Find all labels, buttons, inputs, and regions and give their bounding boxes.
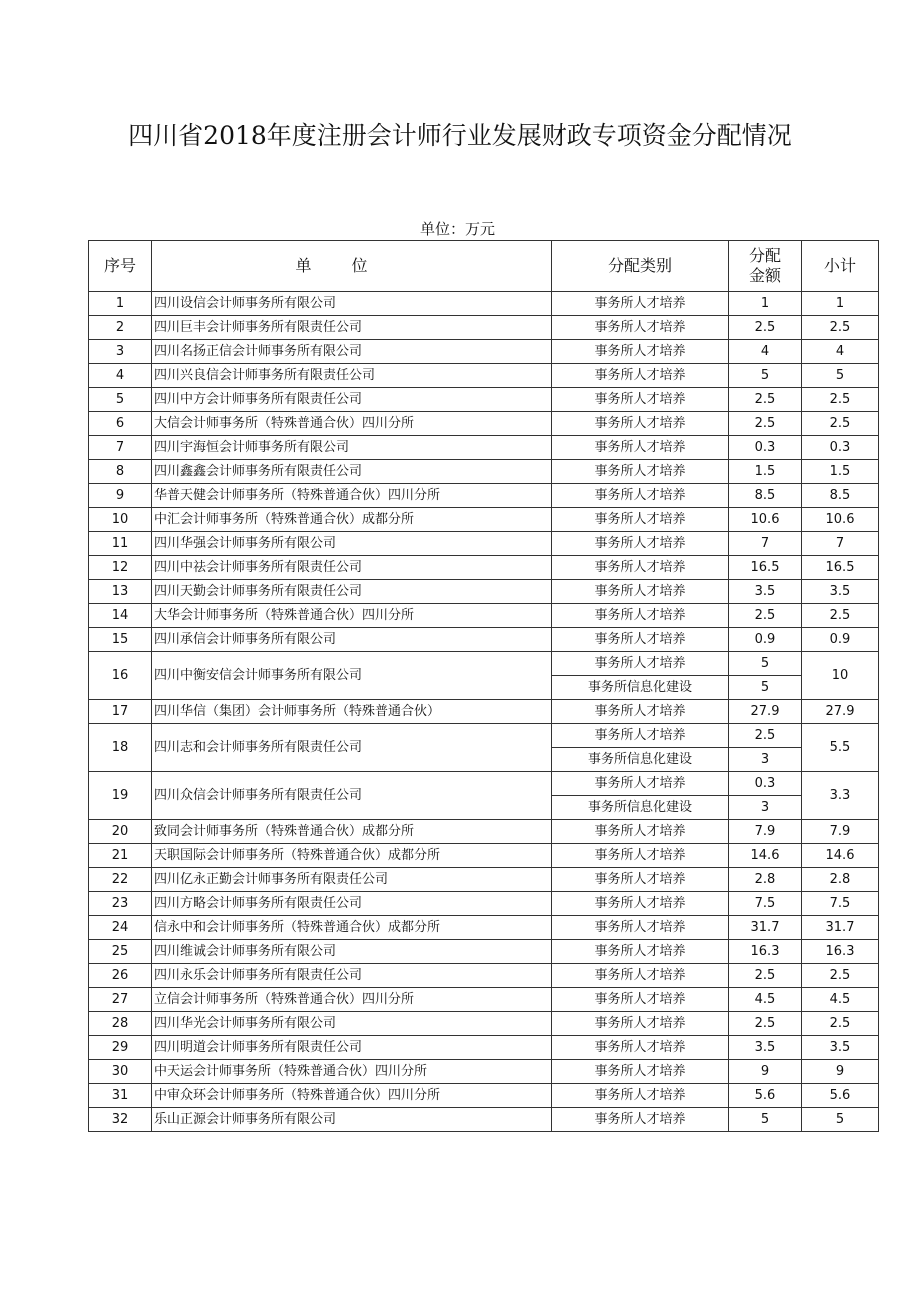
firm-name: 大信会计师事务所（特殊普通合伙）四川分所 [152, 412, 552, 436]
allocation-amount: 3 [729, 748, 802, 772]
row-number: 14 [89, 604, 152, 628]
allocation-category: 事务所人才培养 [552, 436, 729, 460]
firm-name: 四川中方会计师事务所有限责任公司 [152, 388, 552, 412]
allocation-category: 事务所人才培养 [552, 1084, 729, 1108]
table-row [89, 652, 879, 676]
allocation-amount: 2.5 [729, 316, 802, 340]
allocation-amount: 0.3 [729, 772, 802, 796]
header-amount-line1: 分配 [748, 246, 781, 265]
allocation-category: 事务所人才培养 [552, 700, 729, 724]
allocation-amount: 16.5 [729, 556, 802, 580]
allocation-category: 事务所人才培养 [552, 892, 729, 916]
allocation-amount: 2.5 [729, 604, 802, 628]
row-number: 27 [89, 988, 152, 1012]
table-row [89, 844, 879, 868]
row-number: 2 [89, 316, 152, 340]
row-number: 18 [89, 724, 152, 772]
header-no: 序号 [89, 241, 152, 292]
allocation-category: 事务所人才培养 [552, 868, 729, 892]
firm-name: 中汇会计师事务所（特殊普通合伙）成都分所 [152, 508, 552, 532]
allocation-amount: 5 [729, 1108, 802, 1132]
row-subtotal: 3.5 [802, 1036, 879, 1060]
firm-name: 四川宇海恒会计师事务所有限公司 [152, 436, 552, 460]
row-number: 31 [89, 1084, 152, 1108]
firm-name: 四川永乐会计师事务所有限责任公司 [152, 964, 552, 988]
row-subtotal: 2.5 [802, 388, 879, 412]
allocation-category: 事务所人才培养 [552, 460, 729, 484]
table-row [89, 724, 879, 748]
allocation-amount: 2.5 [729, 412, 802, 436]
row-subtotal: 3.5 [802, 580, 879, 604]
allocation-amount: 1.5 [729, 460, 802, 484]
allocation-category: 事务所人才培养 [552, 724, 729, 748]
row-subtotal: 5 [802, 364, 879, 388]
table-row [89, 508, 879, 532]
firm-name: 四川华光会计师事务所有限公司 [152, 1012, 552, 1036]
allocation-category: 事务所人才培养 [552, 532, 729, 556]
row-subtotal: 1 [802, 292, 879, 316]
row-number: 5 [89, 388, 152, 412]
table-row [89, 364, 879, 388]
row-number: 9 [89, 484, 152, 508]
allocation-amount: 16.3 [729, 940, 802, 964]
firm-name: 四川巨丰会计师事务所有限责任公司 [152, 316, 552, 340]
row-number: 26 [89, 964, 152, 988]
allocation-category: 事务所人才培养 [552, 772, 729, 796]
row-number: 25 [89, 940, 152, 964]
firm-name: 四川兴良信会计师事务所有限责任公司 [152, 364, 552, 388]
row-number: 30 [89, 1060, 152, 1084]
row-number: 28 [89, 1012, 152, 1036]
allocation-category: 事务所人才培养 [552, 820, 729, 844]
table-row [89, 628, 879, 652]
allocation-amount: 10.6 [729, 508, 802, 532]
allocation-amount: 3.5 [729, 1036, 802, 1060]
allocation-category: 事务所人才培养 [552, 652, 729, 676]
row-subtotal: 5.5 [802, 724, 879, 772]
table-row [89, 316, 879, 340]
table-row [89, 1012, 879, 1036]
table-row [89, 892, 879, 916]
row-subtotal: 10.6 [802, 508, 879, 532]
row-subtotal: 2.5 [802, 316, 879, 340]
table-row [89, 580, 879, 604]
row-subtotal: 7 [802, 532, 879, 556]
header-unit: 单位 [152, 241, 552, 292]
allocation-amount: 5.6 [729, 1084, 802, 1108]
firm-name: 四川华强会计师事务所有限公司 [152, 532, 552, 556]
page-title: 四川省2018年度注册会计师行业发展财政专项资金分配情况 [128, 121, 792, 150]
row-subtotal: 31.7 [802, 916, 879, 940]
row-number: 3 [89, 340, 152, 364]
allocation-category: 事务所人才培养 [552, 1036, 729, 1060]
row-subtotal: 2.5 [802, 604, 879, 628]
firm-name: 天职国际会计师事务所（特殊普通合伙）成都分所 [152, 844, 552, 868]
allocation-category: 事务所人才培养 [552, 844, 729, 868]
row-number: 19 [89, 772, 152, 820]
table-row [89, 820, 879, 844]
allocation-category: 事务所信息化建设 [552, 676, 729, 700]
table-body [89, 292, 879, 1132]
table-row [89, 1084, 879, 1108]
table-row [89, 292, 879, 316]
allocation-category: 事务所人才培养 [552, 604, 729, 628]
table-row [89, 556, 879, 580]
header-subtotal: 小计 [802, 241, 879, 292]
allocation-category: 事务所信息化建设 [552, 796, 729, 820]
row-number: 23 [89, 892, 152, 916]
firm-name: 大华会计师事务所（特殊普通合伙）四川分所 [152, 604, 552, 628]
allocation-category: 事务所人才培养 [552, 292, 729, 316]
row-subtotal: 0.9 [802, 628, 879, 652]
row-subtotal: 9 [802, 1060, 879, 1084]
row-number: 24 [89, 916, 152, 940]
table-row [89, 412, 879, 436]
row-subtotal: 16.3 [802, 940, 879, 964]
firm-name: 四川中衡安信会计师事务所有限公司 [152, 652, 552, 700]
allocation-category: 事务所信息化建设 [552, 748, 729, 772]
row-subtotal: 1.5 [802, 460, 879, 484]
table-row [89, 484, 879, 508]
allocation-amount: 5 [729, 652, 802, 676]
row-subtotal: 2.5 [802, 964, 879, 988]
row-number: 6 [89, 412, 152, 436]
allocation-amount: 4.5 [729, 988, 802, 1012]
row-subtotal: 14.6 [802, 844, 879, 868]
allocation-amount: 5 [729, 676, 802, 700]
allocation-category: 事务所人才培养 [552, 508, 729, 532]
row-number: 1 [89, 292, 152, 316]
allocation-amount: 2.5 [729, 1012, 802, 1036]
row-subtotal: 0.3 [802, 436, 879, 460]
allocation-amount: 7 [729, 532, 802, 556]
table-row [89, 532, 879, 556]
row-subtotal: 2.5 [802, 412, 879, 436]
row-number: 17 [89, 700, 152, 724]
firm-name: 四川承信会计师事务所有限公司 [152, 628, 552, 652]
row-number: 13 [89, 580, 152, 604]
firm-name: 四川方略会计师事务所有限责任公司 [152, 892, 552, 916]
row-number: 7 [89, 436, 152, 460]
firm-name: 四川中祛会计师事务所有限责任公司 [152, 556, 552, 580]
table-row [89, 772, 879, 796]
allocation-amount: 2.5 [729, 964, 802, 988]
firm-name: 四川名扬正信会计师事务所有限公司 [152, 340, 552, 364]
row-subtotal: 2.5 [802, 1012, 879, 1036]
allocation-category: 事务所人才培养 [552, 484, 729, 508]
table-row [89, 916, 879, 940]
firm-name: 四川明道会计师事务所有限责任公司 [152, 1036, 552, 1060]
allocation-amount: 5 [729, 364, 802, 388]
row-number: 12 [89, 556, 152, 580]
row-number: 32 [89, 1108, 152, 1132]
header-category: 分配类别 [552, 241, 729, 292]
table-header-row [89, 241, 879, 292]
row-subtotal: 7.9 [802, 820, 879, 844]
table-row [89, 388, 879, 412]
allocation-amount: 7.5 [729, 892, 802, 916]
allocation-amount: 3.5 [729, 580, 802, 604]
firm-name: 四川众信会计师事务所有限责任公司 [152, 772, 552, 820]
header-amount-line2: 金额 [748, 266, 781, 285]
allocation-amount: 0.9 [729, 628, 802, 652]
table-row [89, 868, 879, 892]
row-subtotal: 27.9 [802, 700, 879, 724]
allocation-table [88, 240, 879, 1132]
firm-name: 四川志和会计师事务所有限责任公司 [152, 724, 552, 772]
table-row [89, 940, 879, 964]
row-number: 29 [89, 1036, 152, 1060]
table-row [89, 340, 879, 364]
allocation-amount: 7.9 [729, 820, 802, 844]
allocation-category: 事务所人才培养 [552, 964, 729, 988]
row-subtotal: 5.6 [802, 1084, 879, 1108]
allocation-amount: 2.8 [729, 868, 802, 892]
table-row [89, 1108, 879, 1132]
allocation-amount: 1 [729, 292, 802, 316]
row-number: 8 [89, 460, 152, 484]
allocation-category: 事务所人才培养 [552, 364, 729, 388]
allocation-amount: 3 [729, 796, 802, 820]
table-row [89, 460, 879, 484]
row-number: 16 [89, 652, 152, 700]
table-row [89, 700, 879, 724]
allocation-category: 事务所人才培养 [552, 1108, 729, 1132]
row-subtotal: 4 [802, 340, 879, 364]
table-row [89, 1036, 879, 1060]
table-row [89, 436, 879, 460]
firm-name: 四川维诚会计师事务所有限公司 [152, 940, 552, 964]
allocation-amount: 2.5 [729, 388, 802, 412]
row-subtotal: 16.5 [802, 556, 879, 580]
row-number: 11 [89, 532, 152, 556]
allocation-category: 事务所人才培养 [552, 412, 729, 436]
firm-name: 信永中和会计师事务所（特殊普通合伙）成都分所 [152, 916, 552, 940]
row-subtotal: 2.8 [802, 868, 879, 892]
row-subtotal: 8.5 [802, 484, 879, 508]
allocation-amount: 2.5 [729, 724, 802, 748]
table-row [89, 1060, 879, 1084]
firm-name: 四川华信（集团）会计师事务所（特殊普通合伙） [152, 700, 552, 724]
allocation-category: 事务所人才培养 [552, 556, 729, 580]
firm-name: 乐山正源会计师事务所有限公司 [152, 1108, 552, 1132]
row-subtotal: 10 [802, 652, 879, 700]
allocation-category: 事务所人才培养 [552, 340, 729, 364]
firm-name: 致同会计师事务所（特殊普通合伙）成都分所 [152, 820, 552, 844]
row-subtotal: 7.5 [802, 892, 879, 916]
allocation-category: 事务所人才培养 [552, 916, 729, 940]
table-row [89, 604, 879, 628]
row-subtotal: 4.5 [802, 988, 879, 1012]
row-subtotal: 5 [802, 1108, 879, 1132]
allocation-amount: 8.5 [729, 484, 802, 508]
allocation-category: 事务所人才培养 [552, 1060, 729, 1084]
firm-name: 华普天健会计师事务所（特殊普通合伙）四川分所 [152, 484, 552, 508]
firm-name: 四川天勤会计师事务所有限责任公司 [152, 580, 552, 604]
allocation-amount: 31.7 [729, 916, 802, 940]
allocation-category: 事务所人才培养 [552, 940, 729, 964]
firm-name: 四川亿永正勤会计师事务所有限责任公司 [152, 868, 552, 892]
firm-name: 中审众环会计师事务所（特殊普通合伙）四川分所 [152, 1084, 552, 1108]
allocation-category: 事务所人才培养 [552, 316, 729, 340]
row-number: 20 [89, 820, 152, 844]
row-number: 22 [89, 868, 152, 892]
unit-label: 单位：万元 [420, 220, 496, 238]
allocation-amount: 9 [729, 1060, 802, 1084]
allocation-amount: 14.6 [729, 844, 802, 868]
allocation-category: 事务所人才培养 [552, 388, 729, 412]
firm-name: 四川鑫鑫会计师事务所有限责任公司 [152, 460, 552, 484]
row-subtotal: 3.3 [802, 772, 879, 820]
firm-name: 四川设信会计师事务所有限公司 [152, 292, 552, 316]
row-number: 15 [89, 628, 152, 652]
firm-name: 立信会计师事务所（特殊普通合伙）四川分所 [152, 988, 552, 1012]
allocation-amount: 0.3 [729, 436, 802, 460]
allocation-category: 事务所人才培养 [552, 628, 729, 652]
allocation-amount: 27.9 [729, 700, 802, 724]
allocation-category: 事务所人才培养 [552, 1012, 729, 1036]
row-number: 4 [89, 364, 152, 388]
row-number: 21 [89, 844, 152, 868]
header-amount [729, 241, 802, 292]
allocation-amount: 4 [729, 340, 802, 364]
table-row [89, 988, 879, 1012]
firm-name: 中天运会计师事务所（特殊普通合伙）四川分所 [152, 1060, 552, 1084]
allocation-category: 事务所人才培养 [552, 580, 729, 604]
allocation-category: 事务所人才培养 [552, 988, 729, 1012]
table-row [89, 964, 879, 988]
row-number: 10 [89, 508, 152, 532]
